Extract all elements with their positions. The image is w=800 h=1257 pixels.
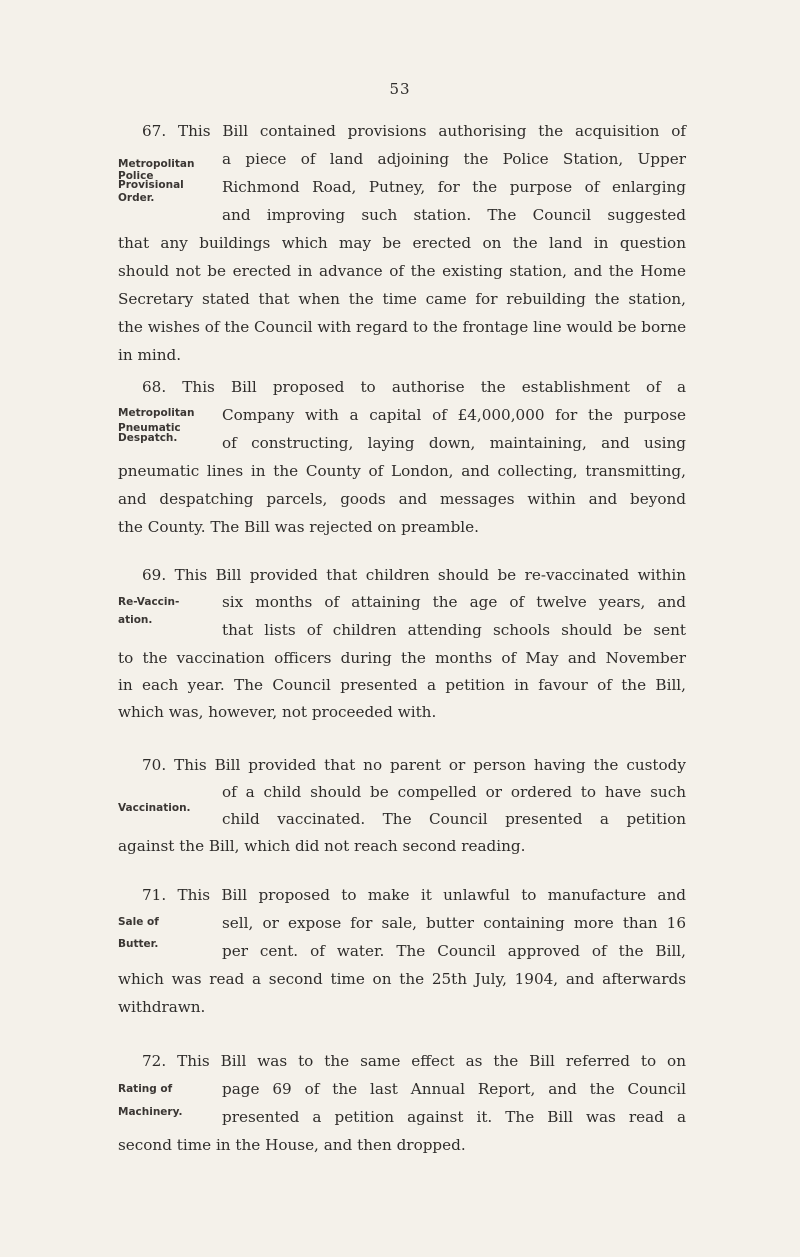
text-line: should not be erected in advance of the existing station, and the Home [118, 262, 686, 280]
text-line: and improving such station. The Council suggested [222, 206, 686, 224]
text-line: in each year. The Council presented a petition in favour of the Bill, [118, 676, 686, 694]
sidenote-line: Pneumatic [118, 421, 181, 434]
paragraph-72 [118, 1046, 686, 1166]
text-line: 71. This Bill proposed to make it unlawful to manufacture and [142, 886, 686, 904]
text-line: of a child should be compelled or ordered to have such [222, 783, 686, 801]
sidenote-re-vaccination [118, 596, 222, 626]
sidenote-metropolitan-police [118, 158, 222, 204]
sidenote-line: Metropolitan [118, 407, 195, 419]
text-line: per cent. of water. The Council approved of the Bill, [222, 942, 686, 960]
paragraph-70 [118, 750, 686, 870]
text-line: the wishes of the Council with regard to the frontage line would be borne [118, 318, 687, 336]
text-line: six months of attaining the age of twelve years, and [222, 593, 686, 611]
text-line: 67. This Bill contained provisions authorising the acquisition of [142, 122, 686, 140]
sidenote-rating-of-machinery [118, 1083, 222, 1118]
text-line: Company with a capital of £4,000,000 for the purpose [222, 406, 686, 424]
sidenote-line: Sale of [118, 916, 159, 928]
sidenote-line: Provisional [118, 179, 184, 191]
paragraph-67 [118, 116, 686, 366]
sidenote-sale-of-butter [118, 916, 222, 950]
text-line: against the Bill, which did not reach second reading. [118, 837, 526, 855]
text-line: in mind. [118, 346, 182, 364]
page-number: 53 [389, 80, 411, 98]
text-line: and despatching parcels, goods and messages within and beyond [118, 490, 686, 508]
text-line: 68. This Bill proposed to authorise the establishment of a [142, 378, 686, 396]
sidenote-line: Vaccination. [118, 802, 191, 814]
sidenote-line: Police [118, 169, 154, 182]
text-line: which was, however, not proceeded with. [118, 703, 437, 721]
sidenote-line: Rating of [118, 1083, 173, 1095]
sidenote-line: Metropolitan [118, 158, 195, 170]
text-line: 69. This Bill provided that children should be re-vaccinated within [142, 566, 686, 584]
text-line: Richmond Road, Putney, for the purpose of enlarging [222, 178, 686, 196]
text-line: of constructing, laying down, maintaining, and using [222, 434, 686, 452]
sidenote-line: Butter. [118, 937, 159, 950]
paragraph-68 [118, 372, 686, 542]
text-line: a piece of land adjoining the Police Station, Upper [222, 150, 686, 168]
text-line: to the vaccination officers during the months of May and November [118, 649, 686, 667]
text-line: withdrawn. [118, 998, 206, 1016]
sidenote-vaccination [118, 802, 222, 815]
paragraph-71 [118, 880, 686, 1030]
text-line: which was read a second time on the 25th July, 1904, and afterwards [118, 970, 686, 988]
text-line: Secretary stated that when the time came for rebuilding the station, [118, 290, 686, 308]
text-line: second time in the House, and then dropped. [118, 1136, 466, 1154]
sidenote-line: Despatch. [118, 432, 178, 444]
paragraph-69 [118, 560, 686, 730]
text-line: 70. This Bill provided that no parent or person having the custody [142, 756, 686, 774]
sidenote-line: ation. [118, 613, 153, 626]
text-line: presented a petition against it. The Bill was read a [222, 1108, 686, 1126]
text-line: 72. This Bill was to the same effect as the Bill referred to on [142, 1052, 686, 1070]
text-line: that lists of children attending schools should be sent [222, 621, 686, 639]
text-line: sell, or expose for sale, butter containing more than 16 [222, 914, 686, 932]
sidenote-pneumatic-despatch [118, 407, 222, 445]
text-line: pneumatic lines in the County of London, and collecting, transmitting, [118, 462, 686, 480]
sidenote-line: Re-Vaccin- [118, 596, 180, 608]
sidenote-line: Machinery. [118, 1105, 183, 1118]
text-line: the County. The Bill was rejected on preamble. [118, 518, 479, 536]
text-line: child vaccinated. The Council presented a petition [222, 810, 686, 828]
text-line: that any buildings which may be erected on the land in question [118, 234, 686, 252]
text-line: page 69 of the last Annual Report, and the Council [222, 1080, 686, 1098]
sidenote-line: Order. [118, 191, 155, 204]
